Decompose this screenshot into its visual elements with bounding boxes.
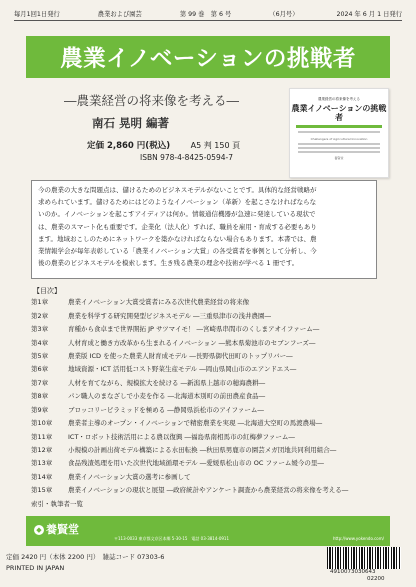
toc-row [31,443,391,456]
cover-divider [298,143,380,145]
toc-heading: 【目次】 [33,287,61,295]
toc-row [31,416,391,429]
cover-accent-bar [296,125,382,128]
printed-in-japan: PRINTED IN JAPAN [6,564,65,572]
cover-top-text: 農業経営の将来像を考える [318,97,360,101]
publisher-footer [26,516,390,546]
cover-title: 農業イノベーションの挑戦者 [291,104,387,122]
description-line: は、農業のスマート化も重要です。企業化（法人化）すれば、職員を雇用・育成する必要もあり [38,222,317,231]
masthead-line [14,7,402,21]
chapter-number: 第7章 [31,378,49,387]
description-line: 業情報学会が毎年表彰している「農業イノベーション大賞」の各受賞者を事例として分析し、今 [38,247,317,256]
cover-english-title: Challengers of Agricultural Innovation [310,137,368,141]
toc-row [31,483,391,496]
issue-date: 2024 年 6 月 1 日発行 [336,11,402,18]
cover-divider [298,151,380,153]
barcode-number: 4910073030643 [330,569,376,575]
description-line: 後の農業のビジネスモデルを模索します。生き残る農業の理念や技術が学べる 1 冊です。 [38,259,299,268]
publisher-mark-icon: ◆ [34,525,44,535]
chapter-number: 第15章 [31,486,53,495]
chapter-number: 第1章 [31,298,49,307]
toc-row [31,295,391,308]
description-line: ます。地域おこしのためにネットワークを築かなければならない場合もあります。本書では、農 [38,234,317,243]
toc-row [31,497,391,510]
toc-row [31,456,391,469]
toc-row [31,335,391,348]
book-subtitle: ―農業経営の将来像を考える― [64,93,240,108]
toc-row [31,376,391,389]
description-line: いのか。イノベーションを起こすアイディアは何か。情報通信機器が急速に発達している現状で [38,210,316,219]
chapter-title: 農業者主導のオープン・イノベーションで精密農業を実現 ―北海道大空町の馬渡農場― [68,419,323,428]
chapter-number: 第11章 [31,432,53,441]
chapter-number: 第6章 [31,365,49,374]
magazine-name: 農業および園芸 [97,11,142,18]
publisher-logo [34,521,79,537]
chapter-number: 第9章 [31,405,49,414]
issue-note: 毎月1回1日発行 [14,11,60,18]
cover-divider [298,147,380,149]
toc-row [31,349,391,362]
toc-row [31,322,391,335]
description-line: 今の農業の大きな問題点は、儲けるためのビジネスモデルがないことです。具体的な経営戦略が [38,186,317,194]
book-cover-image [289,88,389,178]
chapter-number: 第12章 [31,446,53,455]
chapter-title: 人材育成と働き方改革から生まれるイノベーション ―熊本県菊池市のセブンフーズ― [68,338,316,347]
chapter-title: 育種から食卓まで世界開拓 JP サツマイモ！ ―宮崎県串間市のくしまアオイファーム― [68,325,320,334]
barcode-price-code: 02200 [367,576,385,582]
chapter-number: 第5章 [31,351,49,360]
chapter-number: 第8章 [31,392,49,401]
month-label: （6月号） [269,11,299,18]
toc-row [31,403,391,416]
chapter-title: 人材を育てながら、規模拡大を続ける ―新潟県上越市の穂海農耕― [68,378,266,387]
title-banner [26,36,390,78]
chapter-number: 第4章 [31,338,49,347]
toc-row [31,429,391,442]
magazine-price: 定価 2420 円（本体 2200 円） 雑誌コード 07303-6 [6,553,165,561]
index-title: 索引・執筆者一覧 [31,499,83,508]
chapter-number: 第3章 [31,325,49,334]
toc-row [31,362,391,375]
toc-row [31,308,391,321]
volume-number: 第 99 巻 第 6 号 [179,11,232,18]
description-line: 求められています。儲けるためにはどのようなイノベーション（革新）を起こさなければならな [38,198,317,207]
isbn: ISBN 978-4-8425-0594-7 [140,153,233,162]
chapter-title: 地域資源・ICT 活用低コスト野菜生産モデル ―岡山県岡山市のエアンドエス― [68,365,297,374]
chapter-number: 第13章 [31,459,53,468]
chapter-title: 農業イノベーション大賞の選考に参画して [68,472,191,481]
chapter-number: 第2章 [31,311,49,320]
chapter-title: ブロッコリーピラミッドを極める ―静岡県浜松市のアイファーム― [68,405,264,414]
publisher-url[interactable]: http://www.yokendo.com/ [332,536,384,541]
barcode-image [327,547,401,569]
book-format: A5 判 150 頁 [190,141,241,150]
toc-row [31,389,391,402]
chapter-title: 食品残渣処理を用いた次世代地域循環モデル ―愛媛県松山市の OC ファーム媛今の里― [68,459,324,468]
chapter-title: 農業イノベーション大賞受賞者にみる次世代農業経営の将来像 [68,298,250,307]
chapter-number: 第10章 [31,419,53,428]
cover-divider [298,131,380,133]
chapter-title: 農業版 ICD を使った農業人財育成モデル ―長野県御代田町のトップリバー― [68,351,293,360]
bottom-info [6,552,164,575]
book-author: 南石 晃明 編著 [92,116,170,130]
description-box [31,180,377,279]
book-price: 定価 2,860 円(税込) [87,141,171,151]
toc-row [31,470,391,483]
cover-publisher: 養賢堂 [334,156,344,160]
chapter-title: 小規模の計画出荷モデル構築による水田転換 ―秋田県男鹿市の園芸メガ団地共同利用組合― [68,446,337,455]
chapter-title: パン職人のまなざしで小麦を作る ―北海道本別町の前田農産食品― [68,392,266,401]
chapter-title: 農業イノベーションの現状と展望 ―政府統計やアンケート調査から農業経営の将来像を考える― [68,486,349,495]
price-line [87,139,240,151]
chapter-title: ICT・ロボット技術活用による農以復興 ―福島県南相馬市の紅梅夢ファーム― [68,432,295,441]
publisher-name: 養賢堂 [46,523,79,536]
chapter-title: 農業を科学する研究開発型ビジネスモデル ―三重県津市の浅井農園― [68,311,272,320]
table-of-contents [31,295,391,510]
book-title: 農業イノベーションの挑戦者 [60,46,356,72]
publisher-address: 〒113-0033 東京都文京区本郷 5-30-15 電話 03-3814-0911 [114,536,230,541]
chapter-number: 第14章 [31,472,53,481]
